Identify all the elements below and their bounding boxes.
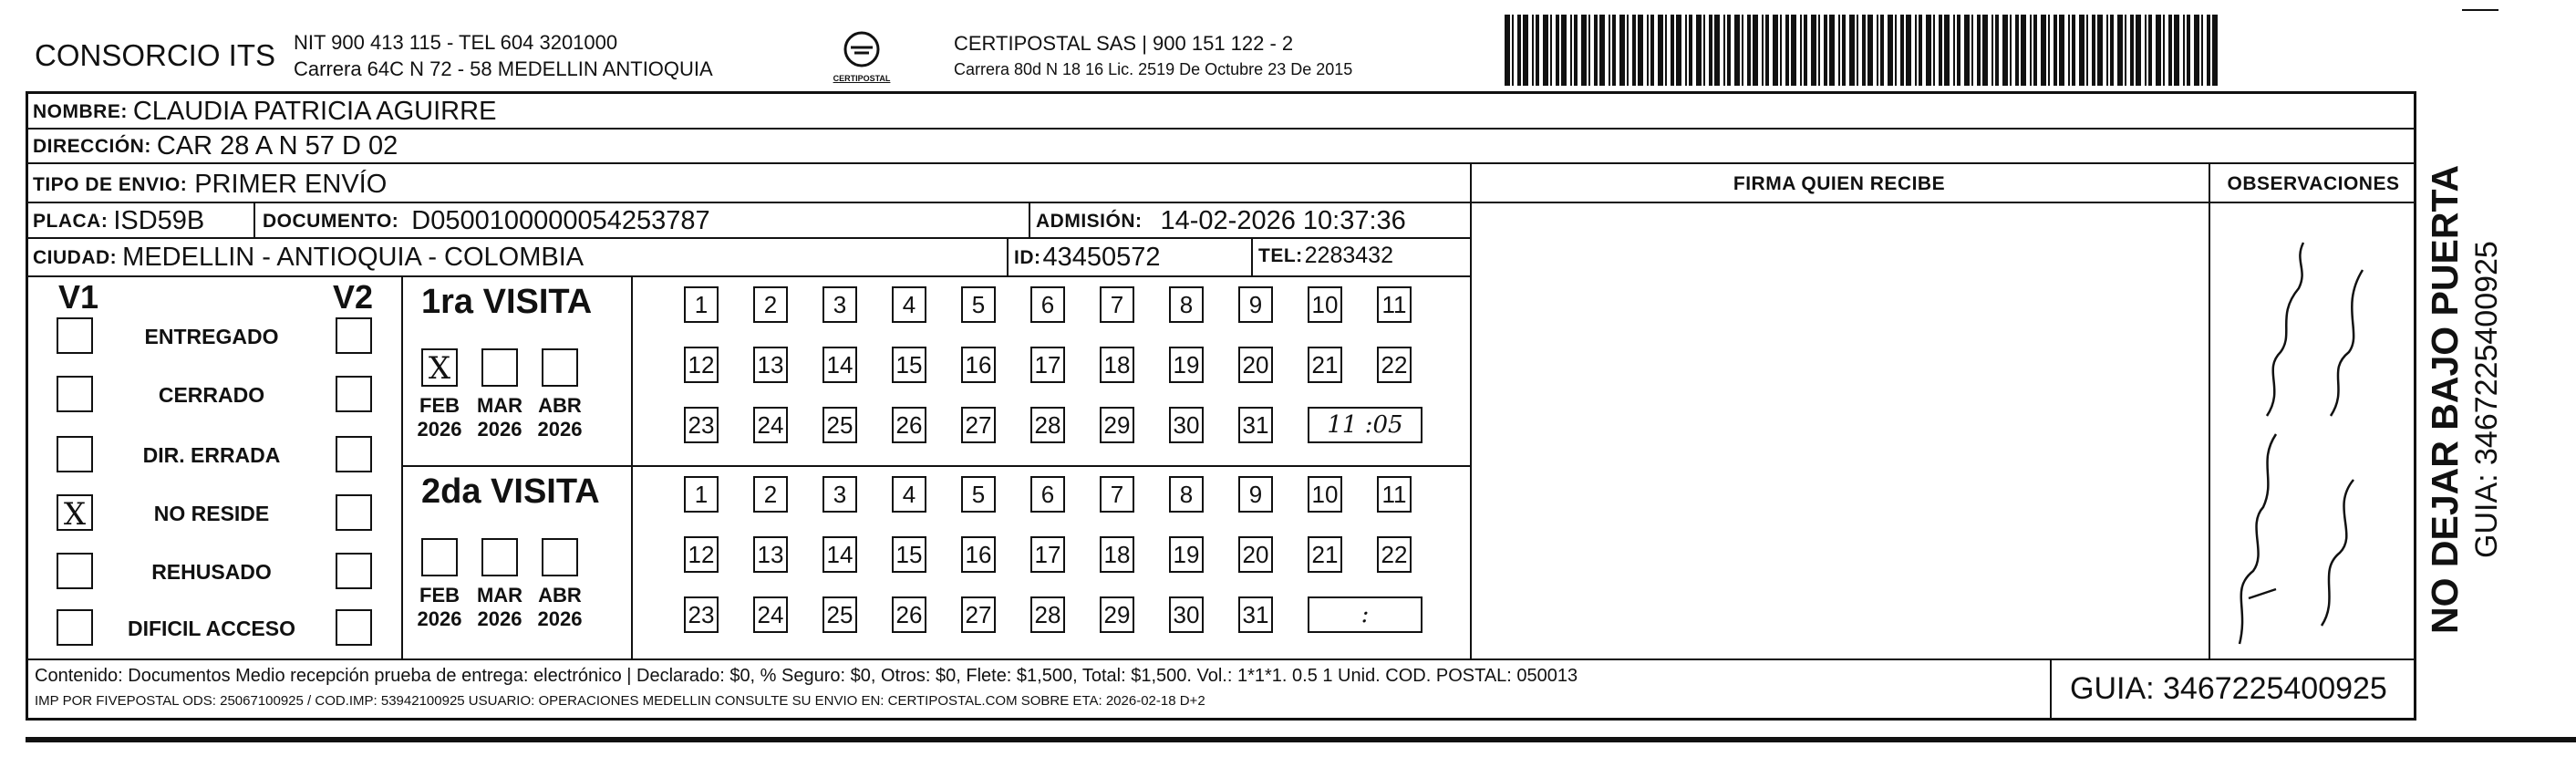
barcode-bar <box>1838 15 1840 86</box>
barcode-bar <box>1727 15 1731 86</box>
v2-checkbox[interactable] <box>336 609 372 646</box>
barcode-bar <box>1791 15 1796 86</box>
day-box[interactable]: 5 <box>961 286 996 323</box>
barcode-bar <box>2068 15 2070 86</box>
v1-checkbox[interactable] <box>57 553 93 589</box>
v1-label: V1 <box>58 278 99 316</box>
observaciones-header: OBSERVACIONES <box>2227 173 2400 194</box>
day-box[interactable]: 22 <box>1377 536 1412 573</box>
month-checkbox[interactable] <box>542 538 578 576</box>
day-box[interactable]: 11 <box>1377 476 1412 513</box>
day-box[interactable]: 12 <box>684 536 719 573</box>
firma-header: FIRMA QUIEN RECIBE <box>1733 173 1946 194</box>
v1-checkbox[interactable] <box>57 376 93 412</box>
day-box[interactable]: 9 <box>1238 286 1273 323</box>
barcode-bar <box>1532 15 1534 86</box>
day-box[interactable]: 8 <box>1169 476 1204 513</box>
month-name: MAR <box>476 584 523 607</box>
barcode-bar <box>1599 15 1605 86</box>
barcode-bar <box>1880 15 1884 86</box>
month-name: ABR <box>538 584 582 607</box>
barcode-bar <box>1804 15 1807 86</box>
day-box[interactable]: 20 <box>1238 536 1273 573</box>
day-box[interactable]: 9 <box>1238 476 1273 513</box>
barcode <box>1505 15 2225 88</box>
day-box[interactable]: 29 <box>1100 407 1134 443</box>
barcode-bar <box>1696 15 1702 86</box>
month-name: FEB <box>419 394 460 417</box>
barcode-bar <box>1818 15 1820 86</box>
barcode-bar <box>1594 15 1598 86</box>
barcode-bar <box>1665 15 1667 86</box>
month-checkbox[interactable] <box>481 348 518 387</box>
day-box[interactable]: 16 <box>961 347 996 383</box>
day-box[interactable]: 14 <box>822 347 857 383</box>
barcode-bar <box>1556 15 1559 86</box>
barcode-bar <box>1877 15 1878 86</box>
month-name: MAR <box>476 394 523 417</box>
barcode-bar <box>2168 15 2172 86</box>
day-box[interactable]: 18 <box>1100 347 1134 383</box>
barcode-bar <box>2106 15 2108 86</box>
documento-row: DOCUMENTO: D0500100000054253787 <box>263 206 710 235</box>
company-address: Carrera 64C N 72 - 58 MEDELLIN ANTIOQUIA <box>294 57 713 80</box>
day-box[interactable]: 14 <box>822 536 857 573</box>
day-box[interactable]: 19 <box>1169 347 1204 383</box>
barcode-bar <box>1785 15 1789 86</box>
month-year: 2026 <box>417 418 462 441</box>
documento-value: D0500100000054253787 <box>411 206 710 235</box>
month-checkbox[interactable]: X <box>421 348 458 387</box>
ciudad-row: CIUDAD: MEDELLIN - ANTIOQUIA - COLOMBIA <box>33 243 585 272</box>
barcode-bar <box>1612 15 1616 86</box>
barcode-bar <box>1857 15 1858 86</box>
day-box[interactable]: 10 <box>1308 286 1342 323</box>
imp-text: IMP POR FIVEPOSTAL ODS: 25067100925 / COD.IMP: 53942100925 USUARIO: OPERACIONES MEDELLIN CONSULTE SU ENVIO EN: CERTIPOSTAL.COM SOBRE ETA: 2026-02-18 D+2 <box>35 693 1205 709</box>
time-box[interactable]: : <box>1308 596 1422 633</box>
day-box[interactable]: 23 <box>684 596 719 633</box>
barcode-bar <box>1991 15 1993 86</box>
certipostal-logo <box>821 29 903 86</box>
day-box[interactable]: 15 <box>892 347 926 383</box>
status-label: CERRADO <box>158 383 265 407</box>
status-label: DIFICIL ACCESO <box>127 617 295 640</box>
month-checkbox[interactable] <box>421 538 458 576</box>
day-box[interactable]: 13 <box>753 347 788 383</box>
day-box[interactable]: 30 <box>1169 407 1204 443</box>
day-box[interactable]: 7 <box>1100 476 1134 513</box>
day-box[interactable]: 6 <box>1030 286 1065 323</box>
logo-text: CERTIPOSTAL <box>833 74 891 83</box>
barcode-bar <box>2054 15 2057 86</box>
v2-checkbox[interactable] <box>336 436 372 472</box>
barcode-bar <box>2145 15 2147 86</box>
nombre-value: CLAUDIA PATRICIA AGUIRRE <box>132 97 497 126</box>
barcode-bar <box>1800 15 1802 86</box>
barcode-bar <box>1609 15 1610 86</box>
day-box[interactable]: 24 <box>753 407 788 443</box>
day-box[interactable]: 23 <box>684 407 719 443</box>
barcode-bar <box>1703 15 1705 86</box>
tipo-envio-value: PRIMER ENVÍO <box>194 170 388 199</box>
v2-checkbox[interactable] <box>336 494 372 531</box>
day-box[interactable]: 24 <box>753 596 788 633</box>
barcode-bar <box>1632 15 1636 86</box>
month-year: 2026 <box>537 418 583 441</box>
barcode-bar <box>1543 15 1548 86</box>
day-box[interactable]: 4 <box>892 476 926 513</box>
barcode-bar <box>1627 15 1629 86</box>
nombre-row: NOMBRE: CLAUDIA PATRICIA AGUIRRE <box>33 97 497 126</box>
barcode-bar <box>1953 15 1955 86</box>
side-title: NO DEJAR BAJO PUERTA <box>2424 164 2466 634</box>
barcode-bar <box>1939 15 1942 86</box>
day-box[interactable]: 16 <box>961 536 996 573</box>
admision-row: ADMISIÓN: 14-02-2026 10:37:36 <box>1036 206 1406 235</box>
status-label: NO RESIDE <box>153 502 270 525</box>
barcode-bar <box>2033 15 2037 86</box>
v2-checkbox[interactable] <box>336 317 372 354</box>
day-box[interactable]: 29 <box>1100 596 1134 633</box>
day-box[interactable]: 7 <box>1100 286 1134 323</box>
contenido-text: Contenido: Documentos Medio recepción prueba de entrega: electrónico | Declarado: $0, % Seguro: $0, Otros: $0, Flete: $1,500, Total: $1,500. Vol.: 1*1*1. 0.5 1 Unid. COD. POSTAL: 050013 <box>35 666 1578 686</box>
day-box[interactable]: 13 <box>753 536 788 573</box>
month-label <box>472 584 527 631</box>
corner-mark <box>2462 9 2498 11</box>
month-year: 2026 <box>417 607 462 630</box>
barcode-bar <box>1734 15 1740 86</box>
barcode-bar <box>2030 15 2032 86</box>
barcode-bar <box>1517 15 1521 86</box>
barcode-bar <box>1638 15 1643 86</box>
month-label <box>472 394 527 441</box>
certipostal-line1: CERTIPOSTAL SAS | 900 151 122 - 2 <box>954 32 1294 55</box>
barcode-bar <box>1689 15 1692 86</box>
barcode-bar <box>1811 15 1816 86</box>
barcode-bar <box>2136 15 2141 86</box>
barcode-bar <box>2117 15 2123 86</box>
barcode-bar <box>1919 15 1922 86</box>
month-label <box>533 584 587 631</box>
barcode-bar <box>1842 15 1846 86</box>
day-box[interactable]: 12 <box>684 347 719 383</box>
day-box[interactable]: 21 <box>1308 536 1342 573</box>
id-value: 43450572 <box>1042 243 1161 272</box>
barcode-bar <box>2130 15 2134 86</box>
barcode-bar <box>1714 15 1720 86</box>
day-box[interactable]: 25 <box>822 596 857 633</box>
barcode-bar <box>2212 15 2218 86</box>
barcode-bar <box>1906 15 1911 86</box>
day-box[interactable]: 26 <box>892 407 926 443</box>
footer-guia: GUIA: 3467225400925 <box>2070 671 2387 706</box>
v2-checkbox[interactable] <box>336 553 372 589</box>
day-box[interactable]: 28 <box>1030 596 1065 633</box>
barcode-bar <box>1574 15 1578 86</box>
barcode-bar <box>2156 15 2161 86</box>
barcode-bar <box>1581 15 1587 86</box>
day-box[interactable]: 11 <box>1377 286 1412 323</box>
ciudad-value: MEDELLIN - ANTIOQUIA - COLOMBIA <box>122 243 585 272</box>
company-nit: NIT 900 413 115 - TEL 604 3201000 <box>294 31 618 54</box>
direccion-value: CAR 28 A N 57 D 02 <box>156 131 398 161</box>
day-box[interactable]: 21 <box>1308 347 1342 383</box>
barcode-bar <box>1658 15 1663 86</box>
barcode-bar <box>1895 15 1897 86</box>
day-box[interactable]: 27 <box>961 407 996 443</box>
barcode-bar <box>1536 15 1539 86</box>
month-year: 2026 <box>477 418 522 441</box>
barcode-bar <box>1742 15 1743 86</box>
day-box[interactable]: 3 <box>822 476 857 513</box>
barcode-bar <box>2086 15 2088 86</box>
barcode-bar <box>1512 15 1514 86</box>
barcode-bar <box>1709 15 1712 86</box>
barcode-bar <box>2194 15 2199 86</box>
month-checkbox[interactable] <box>481 538 518 576</box>
barcode-bar <box>2207 15 2210 86</box>
barcode-bar <box>1824 15 1827 86</box>
barcode-bar <box>1685 15 1687 86</box>
month-label <box>412 584 467 631</box>
barcode-bar <box>2079 15 2085 86</box>
day-box[interactable]: 10 <box>1308 476 1342 513</box>
barcode-bar <box>1671 15 1674 86</box>
barcode-bar <box>2048 15 2050 86</box>
day-box[interactable]: 20 <box>1238 347 1273 383</box>
day-box[interactable]: 22 <box>1377 347 1412 383</box>
day-box[interactable]: 28 <box>1030 407 1065 443</box>
barcode-bar <box>2201 15 2203 86</box>
day-box[interactable]: 4 <box>892 286 926 323</box>
barcode-bar <box>1933 15 1935 86</box>
barcode-bar <box>2148 15 2152 86</box>
company-name: CONSORCIO ITS <box>35 38 276 72</box>
barcode-bar <box>1650 15 1654 86</box>
barcode-bar <box>1570 15 1572 86</box>
barcode-bar <box>2092 15 2095 86</box>
time-box[interactable]: 11 :05 <box>1308 407 1422 443</box>
placa-row: PLACA: ISD59B <box>33 206 205 235</box>
barcode-bar <box>2163 15 2165 86</box>
day-box[interactable]: 18 <box>1100 536 1134 573</box>
day-box[interactable]: 3 <box>822 286 857 323</box>
barcode-bar <box>1753 15 1758 86</box>
barcode-bar <box>1849 15 1855 86</box>
barcode-bar <box>1747 15 1751 86</box>
day-box[interactable]: 5 <box>961 476 996 513</box>
barcode-bar <box>2174 15 2179 86</box>
barcode-bar <box>1888 15 1893 86</box>
status-label: ENTREGADO <box>144 325 279 348</box>
barcode-bar <box>1780 15 1782 86</box>
day-box[interactable]: 19 <box>1169 536 1204 573</box>
barcode-bar <box>1561 15 1567 86</box>
barcode-bar <box>1588 15 1590 86</box>
day-box[interactable]: 2 <box>753 476 788 513</box>
barcode-bar <box>1926 15 1931 86</box>
barcode-bar <box>1915 15 1917 86</box>
barcode-bar <box>1867 15 1873 86</box>
barcode-bar <box>2072 15 2075 86</box>
tel-value: 2283432 <box>1304 243 1393 268</box>
barcode-bar <box>1765 15 1769 86</box>
barcode-bar <box>1550 15 1552 86</box>
admision-value: 14-02-2026 10:37:36 <box>1160 206 1406 235</box>
month-year: 2026 <box>477 607 522 630</box>
id-row: ID: 43450572 <box>1014 243 1161 272</box>
v1-checkbox[interactable]: X <box>57 494 93 531</box>
day-box[interactable]: 27 <box>961 596 996 633</box>
status-label: REHUSADO <box>151 560 272 584</box>
barcode-bar <box>2110 15 2114 86</box>
barcode-bar <box>2183 15 2185 86</box>
barcode-bar <box>1862 15 1866 86</box>
v1-checkbox[interactable] <box>57 317 93 354</box>
signature-area[interactable] <box>1477 206 2205 653</box>
logo-icon <box>842 29 882 69</box>
barcode-bar <box>1964 15 1970 86</box>
month-year: 2026 <box>537 607 583 630</box>
v1-checkbox[interactable] <box>57 609 93 646</box>
barcode-bar <box>2041 15 2046 86</box>
day-box[interactable]: 1 <box>684 476 719 513</box>
barcode-bar <box>2059 15 2064 86</box>
v2-checkbox[interactable] <box>336 376 372 412</box>
month-name: FEB <box>419 584 460 607</box>
tipo-envio-row: TIPO DE ENVIO: PRIMER ENVÍO <box>33 170 388 199</box>
barcode-bar <box>1619 15 1625 86</box>
month-label <box>533 394 587 441</box>
barcode-bar <box>1773 15 1778 86</box>
barcode-bar <box>1762 15 1764 86</box>
barcode-bar <box>1982 15 1988 86</box>
month-name: ABR <box>538 394 582 417</box>
month-checkbox[interactable] <box>542 348 578 387</box>
v2-label: V2 <box>333 278 374 316</box>
barcode-bar <box>2187 15 2190 86</box>
placa-value: ISD59B <box>113 206 205 235</box>
day-box[interactable]: 2 <box>753 286 788 323</box>
barcode-bar <box>2097 15 2103 86</box>
barcode-bar <box>1900 15 1904 86</box>
bottom-edge <box>26 737 2576 742</box>
barcode-bar <box>2125 15 2126 86</box>
barcode-bar <box>1523 15 1528 86</box>
day-box[interactable]: 17 <box>1030 347 1065 383</box>
visit1-title: 1ra VISITA <box>421 283 593 321</box>
barcode-bar <box>2021 15 2026 86</box>
day-box[interactable]: 31 <box>1238 407 1273 443</box>
status-label: DIR. ERRADA <box>142 443 281 467</box>
barcode-bar <box>1505 15 1510 86</box>
day-box[interactable]: 30 <box>1169 596 1204 633</box>
barcode-bar <box>2015 15 2019 86</box>
barcode-bar <box>1977 15 1981 86</box>
barcode-bar <box>1971 15 1973 86</box>
day-box[interactable]: 25 <box>822 407 857 443</box>
observations-handwriting <box>2212 206 2415 657</box>
barcode-bar <box>1995 15 1999 86</box>
barcode-bar <box>1829 15 1835 86</box>
barcode-bar <box>1647 15 1649 86</box>
visit2-title: 2da VISITA <box>421 472 600 511</box>
direccion-row: DIRECCIÓN: CAR 28 A N 57 D 02 <box>33 131 398 161</box>
barcode-bar <box>2002 15 2008 86</box>
barcode-bar <box>1723 15 1725 86</box>
day-box[interactable]: 17 <box>1030 536 1065 573</box>
day-box[interactable]: 8 <box>1169 286 1204 323</box>
certipostal-line2: Carrera 80d N 18 16 Lic. 2519 De Octubre 23 De 2015 <box>954 60 1353 78</box>
day-box[interactable]: 15 <box>892 536 926 573</box>
barcode-bar <box>1957 15 1960 86</box>
day-box[interactable]: 26 <box>892 596 926 633</box>
day-box[interactable]: 31 <box>1238 596 1273 633</box>
day-box[interactable]: 1 <box>684 286 719 323</box>
barcode-bar <box>1944 15 1950 86</box>
v1-checkbox[interactable] <box>57 436 93 472</box>
barcode-bar <box>2010 15 2012 86</box>
month-label <box>412 394 467 441</box>
day-box[interactable]: 6 <box>1030 476 1065 513</box>
tel-row: TEL: 2283432 <box>1258 243 1393 268</box>
barcode-bar <box>1676 15 1681 86</box>
side-guia: GUIA: 3467225400925 <box>2469 241 2504 558</box>
